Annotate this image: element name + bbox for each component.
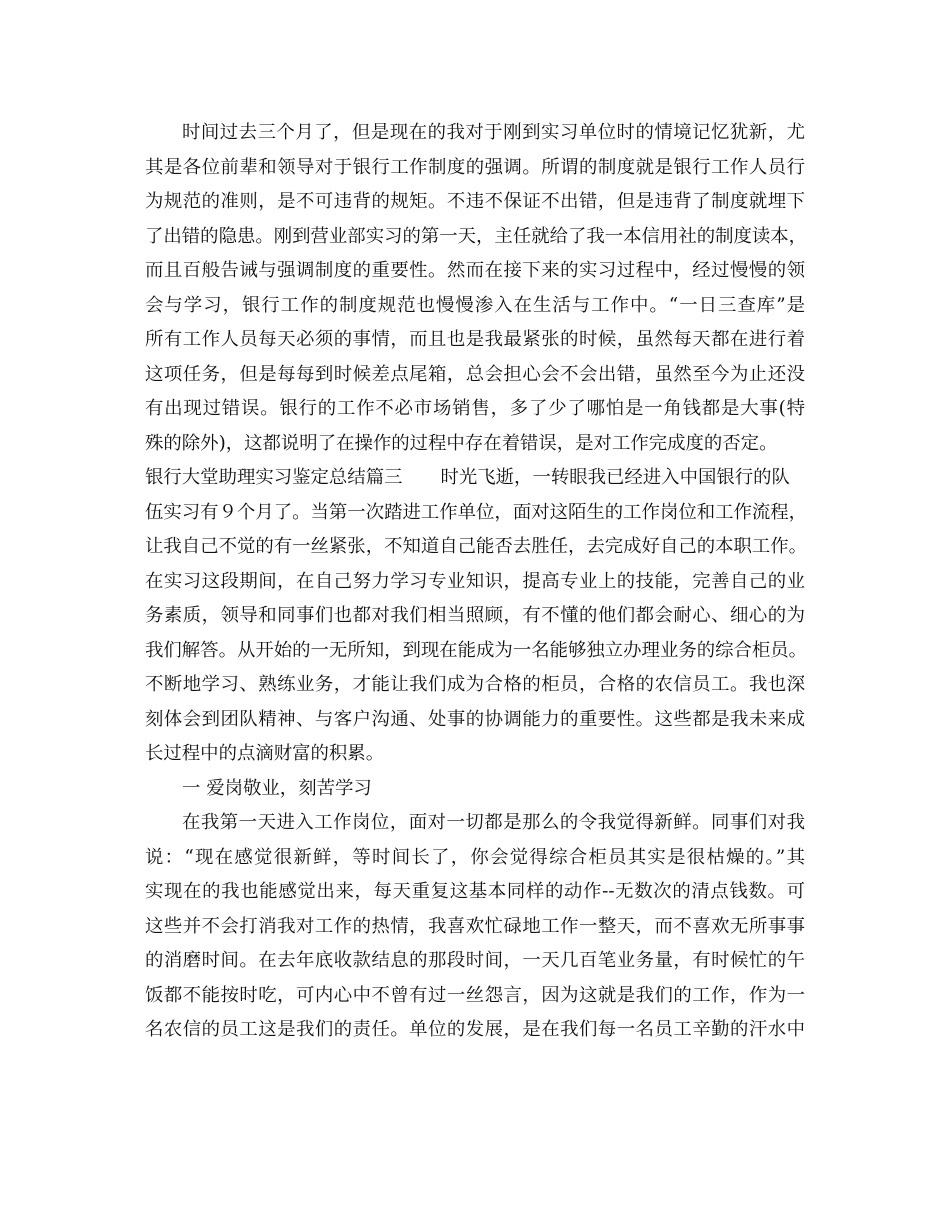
text-line: 会与学习，银行工作的制度规范也慢慢渗入在生活与工作中。“一日三查库”是 xyxy=(145,294,805,316)
text-line: 其是各位前辈和领导对于银行工作制度的强调。所谓的制度就是银行工作人员行 xyxy=(145,156,805,178)
text-line: 伍实习有９个月了。当第一次踏进工作单位，面对这陌生的工作岗位和工作流程， xyxy=(145,501,808,523)
text-line: 长过程中的点滴财富的积累。 xyxy=(145,743,385,764)
text-line: 刻体会到团队精神、与客户沟通、处事的协调能力的重要性。这些都是我未来成 xyxy=(145,708,805,730)
text-line: 为规范的准则，是不可违背的规矩。不违不保证不出错，但是违背了制度就埋下 xyxy=(145,191,805,212)
text-line: 不断地学习、熟练业务，才能让我们成为合格的柜员，合格的农信员工。我也深 xyxy=(145,674,805,695)
paragraph-group-1 xyxy=(145,116,808,461)
text-line: 而且百般告诫与强调制度的重要性。然而在接下来的实习过程中，经过慢慢的领 xyxy=(145,260,805,281)
section-heading: 银行大堂助理实习鉴定总结篇三 xyxy=(145,467,403,488)
text-line: 在实习这段期间，在自己努力学习专业知识，提高专业上的技能，完善自己的业 xyxy=(145,570,805,592)
text-line: 我们解答。从开始的一无所知，到现在能成为一名能够独立办理业务的综合柜员。 xyxy=(145,639,808,661)
text-line: 所有工作人员每天必须的事情，而且也是我最紧张的时候，虽然每天都在进行着 xyxy=(145,329,805,350)
section-first-line: 时光飞逝，一转眼我已经进入中国银行的队 xyxy=(440,467,790,488)
paragraph-group-2 xyxy=(145,496,808,1048)
text-line: 名农信的员工这是我们的责任。单位的发展，是在我们每一名员工辛勤的汗水中 xyxy=(145,1019,805,1040)
document-body xyxy=(145,116,808,1048)
text-line: 让我自己不觉的有一丝紧张，不知道自己能否去胜任，去完成好自己的本职工作。 xyxy=(145,536,808,557)
text-line: 说：“现在感觉很新鲜，等时间长了，你会觉得综合柜员其实是很枯燥的。”其 xyxy=(145,846,805,868)
text-line: 在我第一天进入工作岗位，面对一切都是那么的令我觉得新鲜。同事们对我 xyxy=(182,812,805,833)
text-line: 饭都不能按时吃，可内心中不曾有过一丝怨言，因为这就是我们的工作，作为一 xyxy=(145,984,805,1006)
text-line: 的消磨时间。在去年底收款结息的那段时间，一天几百笔业务量，有时候忙的午 xyxy=(145,950,805,971)
text-line: 有出现过错误。银行的工作不必市场销售，多了少了哪怕是一角钱都是大事(特 xyxy=(145,398,805,419)
text-line: 这些并不会打消我对工作的热情，我喜欢忙碌地工作一整天，而不喜欢无所事事 xyxy=(145,915,805,937)
text-line: 一 爱岗敬业，刻苦学习 xyxy=(182,777,372,799)
section-heading-line xyxy=(145,461,805,496)
text-line: 这项任务，但是每每到时候差点尾箱，总会担心会不会出错，虽然至今为止还没 xyxy=(145,363,805,385)
text-line: 实现在的我也能感觉出来，每天重复这基本同样的动作--无数次的清点钱数。可 xyxy=(145,881,805,902)
text-line: 了出错的隐患。刚到营业部实习的第一天，主任就给了我一本信用社的制度读本， xyxy=(145,225,808,247)
text-line: 殊的除外)，这都说明了在操作的过程中存在着错误，是对工作完成度的否定。 xyxy=(145,432,778,454)
text-line: 务素质，领导和同事们也都对我们相当照顾，有不懂的他们都会耐心、细心的为 xyxy=(145,605,805,626)
text-line: 时间过去三个月了，但是现在的我对于刚到实习单位时的情境记忆犹新，尤 xyxy=(182,122,805,143)
